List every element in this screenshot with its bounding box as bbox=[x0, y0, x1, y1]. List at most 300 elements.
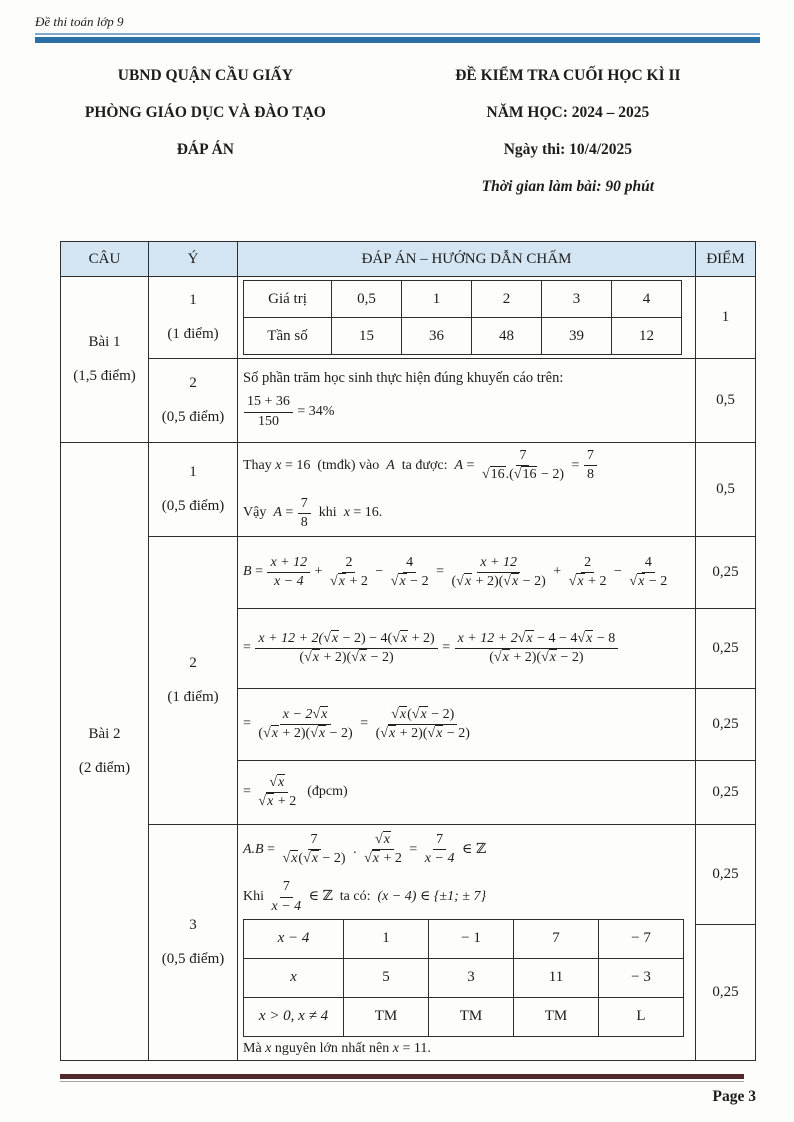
fraction bbox=[566, 554, 610, 591]
page-header-note: Đề thi toán lớp 9 bbox=[35, 14, 124, 29]
fraction-denominator bbox=[361, 850, 405, 868]
y-label: 1 bbox=[189, 464, 197, 480]
fraction-numerator bbox=[388, 706, 457, 725]
math-text: )( bbox=[493, 574, 504, 589]
fraction-numerator: x + 12 bbox=[267, 554, 310, 573]
fraction bbox=[298, 495, 311, 532]
radicand: x bbox=[577, 574, 584, 589]
formula-b-definition bbox=[243, 554, 690, 591]
fraction bbox=[455, 630, 619, 667]
table-row bbox=[61, 277, 756, 359]
math-text: ( bbox=[298, 851, 304, 867]
math-text: + 2 bbox=[278, 726, 301, 741]
y-points: (1 điểm) bbox=[167, 689, 219, 705]
fraction-denominator: x − 4 bbox=[273, 574, 304, 589]
fraction bbox=[448, 554, 548, 591]
case-cell: TM bbox=[514, 997, 599, 1036]
bai2-points: (2 điểm) bbox=[78, 760, 131, 776]
score-value: 0,25 bbox=[696, 761, 756, 825]
cell-answer-ab-integer bbox=[238, 825, 696, 1061]
math-text: (x − 4) ∈ {±1; ± 7} bbox=[377, 888, 487, 904]
case-cell: − 3 bbox=[599, 958, 684, 997]
fraction-numerator: 4 bbox=[642, 554, 655, 573]
case-cell: 3 bbox=[429, 958, 514, 997]
fraction-numerator: 2 bbox=[581, 554, 594, 573]
y-label: 2 bbox=[189, 655, 197, 671]
sqrt bbox=[304, 649, 320, 665]
radicand: x bbox=[331, 630, 339, 646]
freq-cell: 39 bbox=[542, 318, 612, 355]
table-row bbox=[61, 825, 756, 925]
bai2-label: Bài 2 bbox=[88, 726, 121, 742]
math-text: + 2 bbox=[379, 851, 402, 867]
math-text: ( bbox=[375, 726, 381, 741]
y-points: (0,5 điểm) bbox=[161, 498, 225, 514]
math-text: = bbox=[432, 564, 448, 580]
fraction-numerator: 7 bbox=[280, 878, 293, 897]
fraction bbox=[280, 831, 349, 868]
math-text: = bbox=[438, 640, 454, 656]
math-text: ta được: bbox=[394, 457, 455, 473]
score-value: 0,25 bbox=[696, 825, 756, 925]
math-text: = bbox=[243, 784, 255, 800]
math-text: − 2 bbox=[519, 574, 542, 589]
math-text: − 2 bbox=[319, 851, 341, 867]
freq-cell: Giá trị bbox=[244, 281, 332, 318]
cell-bai2 bbox=[61, 443, 149, 1061]
radicand: x bbox=[278, 774, 285, 790]
fraction-denominator bbox=[388, 573, 432, 591]
math-text: )( bbox=[531, 650, 542, 665]
radicand: x bbox=[388, 726, 396, 741]
fraction-denominator bbox=[255, 725, 355, 743]
freq-cell: 48 bbox=[472, 318, 542, 355]
table-row bbox=[244, 318, 682, 355]
sqrt bbox=[391, 573, 407, 589]
cell-answer-b-definition bbox=[238, 537, 696, 609]
radicand: x bbox=[399, 706, 407, 722]
radicand: x bbox=[638, 574, 645, 589]
cell-answer-b-result bbox=[238, 761, 696, 825]
math-text: − 2) − 4( bbox=[339, 630, 393, 646]
math-text: − 2 bbox=[406, 574, 429, 589]
cell-answer-b-expansion bbox=[238, 609, 696, 689]
math-text: + 2 bbox=[584, 574, 607, 589]
formula-b-factor bbox=[243, 706, 690, 743]
sqrt bbox=[283, 850, 299, 866]
document-heading bbox=[35, 67, 760, 215]
score-value: 1 bbox=[696, 277, 756, 359]
sqrt bbox=[330, 573, 346, 589]
math-text: B bbox=[243, 564, 252, 580]
sqrt bbox=[482, 466, 506, 482]
sqrt bbox=[541, 649, 557, 665]
math-text: + 2 bbox=[472, 574, 494, 589]
fraction-denominator bbox=[280, 850, 349, 868]
cell-bai1 bbox=[61, 277, 149, 443]
col-header-cau: CÂU bbox=[61, 242, 149, 277]
math-text: + 2 bbox=[396, 726, 419, 741]
fraction-denominator: x − 4 bbox=[271, 898, 302, 914]
case-cell: 7 bbox=[514, 919, 599, 958]
sqrt bbox=[269, 774, 285, 790]
math-text: ( bbox=[451, 574, 457, 589]
header-divider bbox=[35, 33, 760, 43]
radicand: x bbox=[312, 650, 319, 665]
cell-bai2-y1 bbox=[149, 443, 238, 537]
math-text: x − 2 bbox=[282, 706, 313, 722]
math-text: )( bbox=[341, 650, 352, 665]
case-cell: − 1 bbox=[429, 919, 514, 958]
sqrt bbox=[263, 725, 279, 741]
fraction-denominator: 8 bbox=[300, 514, 308, 530]
fraction bbox=[388, 554, 432, 591]
math-text: nguyên lớn nhất nên bbox=[271, 1040, 393, 1056]
bai1-points: (1,5 điểm) bbox=[73, 368, 136, 384]
fraction bbox=[255, 706, 355, 743]
math-text: + 2 bbox=[319, 650, 342, 665]
fraction bbox=[361, 831, 405, 868]
answer-text: Số phần trăm học sinh thực hiện đúng khuyến cáo trên: bbox=[243, 370, 564, 387]
math-text: + bbox=[311, 564, 327, 580]
math-text: − 2 bbox=[556, 650, 579, 665]
math-text: ) bbox=[465, 726, 470, 741]
math-text: − 2 bbox=[443, 726, 466, 741]
fraction-numerator bbox=[266, 774, 288, 793]
sqrt bbox=[392, 630, 408, 646]
math-text: ( bbox=[258, 726, 264, 741]
fraction bbox=[255, 630, 437, 667]
math-text: = bbox=[243, 640, 255, 656]
radicand: x bbox=[436, 726, 443, 741]
radicand: x bbox=[526, 630, 533, 646]
col-header-y: Ý bbox=[149, 242, 238, 277]
math-text: = bbox=[243, 716, 255, 732]
score-value: 0,5 bbox=[696, 443, 756, 537]
cell-bai1-y1 bbox=[149, 277, 238, 359]
math-text: A bbox=[273, 505, 282, 521]
math-text: .( bbox=[505, 467, 514, 483]
sqrt bbox=[577, 630, 593, 646]
y-label: 2 bbox=[189, 375, 197, 391]
table-row bbox=[61, 537, 756, 609]
freq-cell: 0,5 bbox=[332, 281, 402, 318]
sqrt bbox=[629, 573, 645, 589]
radicand: 16 bbox=[490, 467, 505, 483]
case-cell: 11 bbox=[514, 958, 599, 997]
table-row bbox=[244, 997, 684, 1036]
math-text: ) bbox=[578, 650, 584, 665]
fraction-denominator bbox=[486, 649, 586, 667]
fraction-denominator: x − 4 bbox=[424, 851, 455, 867]
fraction-numerator: 4 bbox=[403, 554, 416, 573]
math-text: ) bbox=[340, 851, 346, 867]
math-text: − 2 bbox=[427, 706, 450, 722]
fraction bbox=[422, 831, 458, 868]
table-row bbox=[244, 958, 684, 997]
radicand: x bbox=[502, 650, 509, 665]
radicand: x bbox=[400, 630, 408, 646]
case-table bbox=[243, 919, 684, 1037]
table-header-row bbox=[61, 242, 756, 277]
sqrt bbox=[518, 630, 534, 646]
radicand: x bbox=[549, 650, 556, 665]
math-text: )( bbox=[418, 726, 428, 741]
heading-line: NĂM HỌC: 2024 – 2025 bbox=[486, 104, 650, 121]
sqrt bbox=[456, 573, 472, 589]
footer-divider-thin-line bbox=[60, 1081, 744, 1082]
math-text: ( bbox=[407, 706, 412, 722]
sqrt bbox=[258, 793, 274, 809]
radicand: x bbox=[338, 574, 345, 589]
sqrt bbox=[514, 466, 538, 482]
sqrt bbox=[351, 649, 367, 665]
y-points: (1 điểm) bbox=[167, 326, 219, 342]
y-points: (0,5 điểm) bbox=[161, 951, 225, 967]
fraction-numerator bbox=[255, 630, 437, 649]
radicand: x bbox=[321, 706, 328, 722]
freq-cell: 15 bbox=[332, 318, 402, 355]
math-text: − 2 bbox=[326, 726, 349, 741]
heading-left-column bbox=[35, 67, 376, 215]
math-text: ( bbox=[299, 650, 305, 665]
fraction-numerator: 15 + 36 bbox=[244, 393, 293, 412]
math-text: + 2 bbox=[274, 794, 297, 809]
radicand: x bbox=[291, 851, 298, 867]
col-header-dapan: ĐÁP ÁN – HƯỚNG DẪN CHẤM bbox=[238, 242, 696, 277]
math-text: Thay bbox=[243, 457, 276, 473]
radicand: x bbox=[586, 630, 593, 646]
table-row bbox=[61, 359, 756, 443]
math-text: = bbox=[405, 841, 421, 857]
formula-b-expansion bbox=[243, 630, 690, 667]
cell-answer-percent bbox=[238, 359, 696, 443]
cell-bai2-y3 bbox=[149, 825, 238, 1061]
y-label: 1 bbox=[189, 292, 197, 308]
sqrt bbox=[391, 706, 407, 722]
fraction-denominator bbox=[626, 573, 670, 591]
fraction-numerator: 7 bbox=[308, 831, 321, 850]
fraction bbox=[267, 554, 310, 591]
fraction-denominator bbox=[448, 573, 548, 591]
math-text: . bbox=[349, 841, 361, 857]
sqrt bbox=[312, 706, 328, 722]
case-cell: TM bbox=[344, 997, 429, 1036]
page-number: Page 3 bbox=[712, 1088, 756, 1105]
radicand: x bbox=[464, 574, 472, 589]
math-text: ∈ ℤ ta có: bbox=[305, 888, 378, 904]
sqrt bbox=[380, 725, 396, 741]
fraction-numerator: 2 bbox=[342, 554, 355, 573]
math-text: + bbox=[549, 564, 565, 580]
math-text: + 2 bbox=[345, 574, 368, 589]
math-text: − bbox=[371, 564, 387, 580]
math-text: x + 12 + 2 bbox=[457, 630, 518, 646]
math-text: x bbox=[343, 505, 350, 521]
math-text: A bbox=[386, 457, 395, 473]
sqrt bbox=[375, 831, 391, 847]
fraction bbox=[373, 706, 473, 743]
fraction-numerator: 7 bbox=[298, 495, 311, 514]
fraction bbox=[244, 393, 293, 430]
fraction-denominator: 150 bbox=[257, 413, 279, 429]
sqrt bbox=[503, 573, 519, 589]
header-divider-thick-line bbox=[35, 37, 760, 43]
fraction bbox=[269, 878, 305, 915]
math-text: = bbox=[263, 841, 279, 857]
sqrt bbox=[303, 850, 319, 866]
radicand: x bbox=[383, 832, 390, 847]
radicand: x bbox=[399, 574, 406, 589]
score-value: 0,25 bbox=[696, 537, 756, 609]
score-value: 0,5 bbox=[696, 359, 756, 443]
fraction-numerator bbox=[280, 706, 332, 725]
math-text: x bbox=[392, 1040, 399, 1056]
fraction-numerator bbox=[372, 831, 394, 850]
math-text: ) bbox=[449, 706, 455, 722]
fraction-numerator: x + 12 bbox=[477, 554, 520, 573]
math-text: − bbox=[610, 564, 626, 580]
math-text: ( bbox=[489, 650, 494, 665]
math-text: ∈ ℤ bbox=[458, 841, 487, 857]
radicand: x bbox=[318, 726, 326, 741]
cell-bai1-y2 bbox=[149, 359, 238, 443]
heading-line: PHÒNG GIÁO DỤC VÀ ĐÀO TẠO bbox=[84, 104, 326, 121]
math-text: − 2) bbox=[537, 467, 565, 483]
math-text: − 2 bbox=[367, 650, 390, 665]
math-text: )( bbox=[300, 726, 311, 741]
math-text: = 16 (tmđk) vào bbox=[281, 457, 387, 473]
fraction-numerator: 7 bbox=[433, 831, 446, 850]
math-text: = 11. bbox=[398, 1040, 431, 1056]
sqrt bbox=[412, 706, 428, 722]
freq-cell: 2 bbox=[472, 281, 542, 318]
case-cell: 5 bbox=[344, 958, 429, 997]
math-text: = bbox=[281, 505, 297, 521]
case-cell: x bbox=[244, 958, 344, 997]
fraction bbox=[626, 554, 670, 591]
radicand: 16 bbox=[522, 467, 537, 483]
radicand: x bbox=[359, 650, 367, 665]
math-text: = bbox=[251, 564, 267, 580]
math-text: x + 12 + 2( bbox=[258, 630, 324, 646]
sqrt bbox=[323, 630, 339, 646]
math-text: x bbox=[265, 1040, 272, 1056]
fraction bbox=[327, 554, 371, 591]
formula-b-result bbox=[243, 774, 690, 811]
table-row bbox=[244, 281, 682, 318]
footer-divider bbox=[60, 1074, 744, 1082]
sqrt bbox=[494, 649, 510, 665]
sqrt bbox=[364, 850, 380, 866]
fraction-denominator bbox=[479, 466, 567, 484]
math-text: − 4 − 4 bbox=[533, 630, 578, 646]
math-text: (đpcm) bbox=[300, 784, 348, 800]
case-cell: x − 4 bbox=[244, 919, 344, 958]
math-text: − 8 bbox=[593, 630, 616, 646]
fraction-denominator bbox=[327, 573, 371, 591]
fraction-numerator bbox=[455, 630, 619, 649]
heading-right-column bbox=[376, 67, 760, 215]
fraction-denominator bbox=[296, 649, 396, 667]
cell-bai2-y2 bbox=[149, 537, 238, 825]
table-row bbox=[244, 919, 684, 958]
formula-conclusion bbox=[243, 495, 690, 532]
radicand: x bbox=[311, 851, 318, 867]
fraction-numerator: 7 bbox=[516, 447, 529, 466]
fraction-denominator: 8 bbox=[586, 467, 594, 483]
heading-line: UBND QUẬN CẦU GIẤY bbox=[117, 67, 293, 84]
math-text: = 34% bbox=[293, 403, 335, 419]
cell-answer-substitute bbox=[238, 443, 696, 537]
col-header-diem: ĐIỂM bbox=[696, 242, 756, 277]
fraction-denominator bbox=[566, 573, 610, 591]
freq-cell: 3 bbox=[542, 281, 612, 318]
freq-cell: 36 bbox=[402, 318, 472, 355]
case-cell: 1 bbox=[344, 919, 429, 958]
cell-answer-b-factor bbox=[238, 689, 696, 761]
sqrt bbox=[569, 573, 585, 589]
case-cell: − 7 bbox=[599, 919, 684, 958]
math-text: ) bbox=[389, 650, 394, 665]
heading-line: Thời gian làm bài: 90 phút bbox=[481, 178, 655, 195]
heading-line: ĐỀ KIỂM TRA CUỐI HỌC KÌ II bbox=[455, 67, 681, 84]
radicand: x bbox=[420, 706, 427, 722]
fraction bbox=[479, 447, 567, 484]
sqrt bbox=[427, 725, 443, 741]
score-value: 0,25 bbox=[696, 925, 756, 1061]
radicand: x bbox=[372, 851, 379, 867]
frequency-table bbox=[243, 280, 682, 355]
math-text: = 16. bbox=[349, 505, 383, 521]
case-cell: L bbox=[599, 997, 684, 1036]
heading-line: ĐÁP ÁN bbox=[176, 141, 234, 158]
y-label: 3 bbox=[189, 917, 197, 933]
heading-line: Ngày thi: 10/4/2025 bbox=[503, 141, 633, 158]
math-text: = bbox=[356, 716, 372, 732]
math-text: x bbox=[275, 457, 282, 473]
radicand: x bbox=[271, 726, 278, 741]
math-text: = bbox=[568, 457, 583, 473]
math-text: Vậy bbox=[243, 505, 274, 521]
freq-cell: 4 bbox=[612, 281, 682, 318]
formula-substitution bbox=[243, 447, 690, 484]
conclusion-line bbox=[243, 1040, 690, 1058]
fraction-denominator bbox=[255, 793, 299, 811]
formula-ab-product bbox=[243, 831, 690, 868]
case-cell: x > 0, x ≠ 4 bbox=[244, 997, 344, 1036]
math-text: khi bbox=[311, 505, 344, 521]
math-text: + 2 bbox=[509, 650, 532, 665]
math-text: Mà bbox=[243, 1040, 266, 1056]
score-value: 0,25 bbox=[696, 689, 756, 761]
table-row bbox=[61, 443, 756, 537]
freq-cell: 12 bbox=[612, 318, 682, 355]
y-points: (0,5 điểm) bbox=[161, 409, 225, 425]
math-text: + 2) bbox=[408, 630, 435, 646]
radicand: x bbox=[511, 574, 519, 589]
math-text: Khi bbox=[243, 888, 268, 904]
math-text: A.B bbox=[243, 841, 264, 857]
math-text: − 2 bbox=[645, 574, 668, 589]
formula-khi-condition bbox=[243, 878, 690, 915]
answer-table bbox=[60, 241, 756, 1061]
fraction bbox=[255, 774, 299, 811]
fraction-denominator bbox=[373, 725, 473, 743]
score-value: 0,25 bbox=[696, 609, 756, 689]
cell-answer-frequency bbox=[238, 277, 696, 359]
fraction-numerator: 7 bbox=[584, 447, 597, 466]
